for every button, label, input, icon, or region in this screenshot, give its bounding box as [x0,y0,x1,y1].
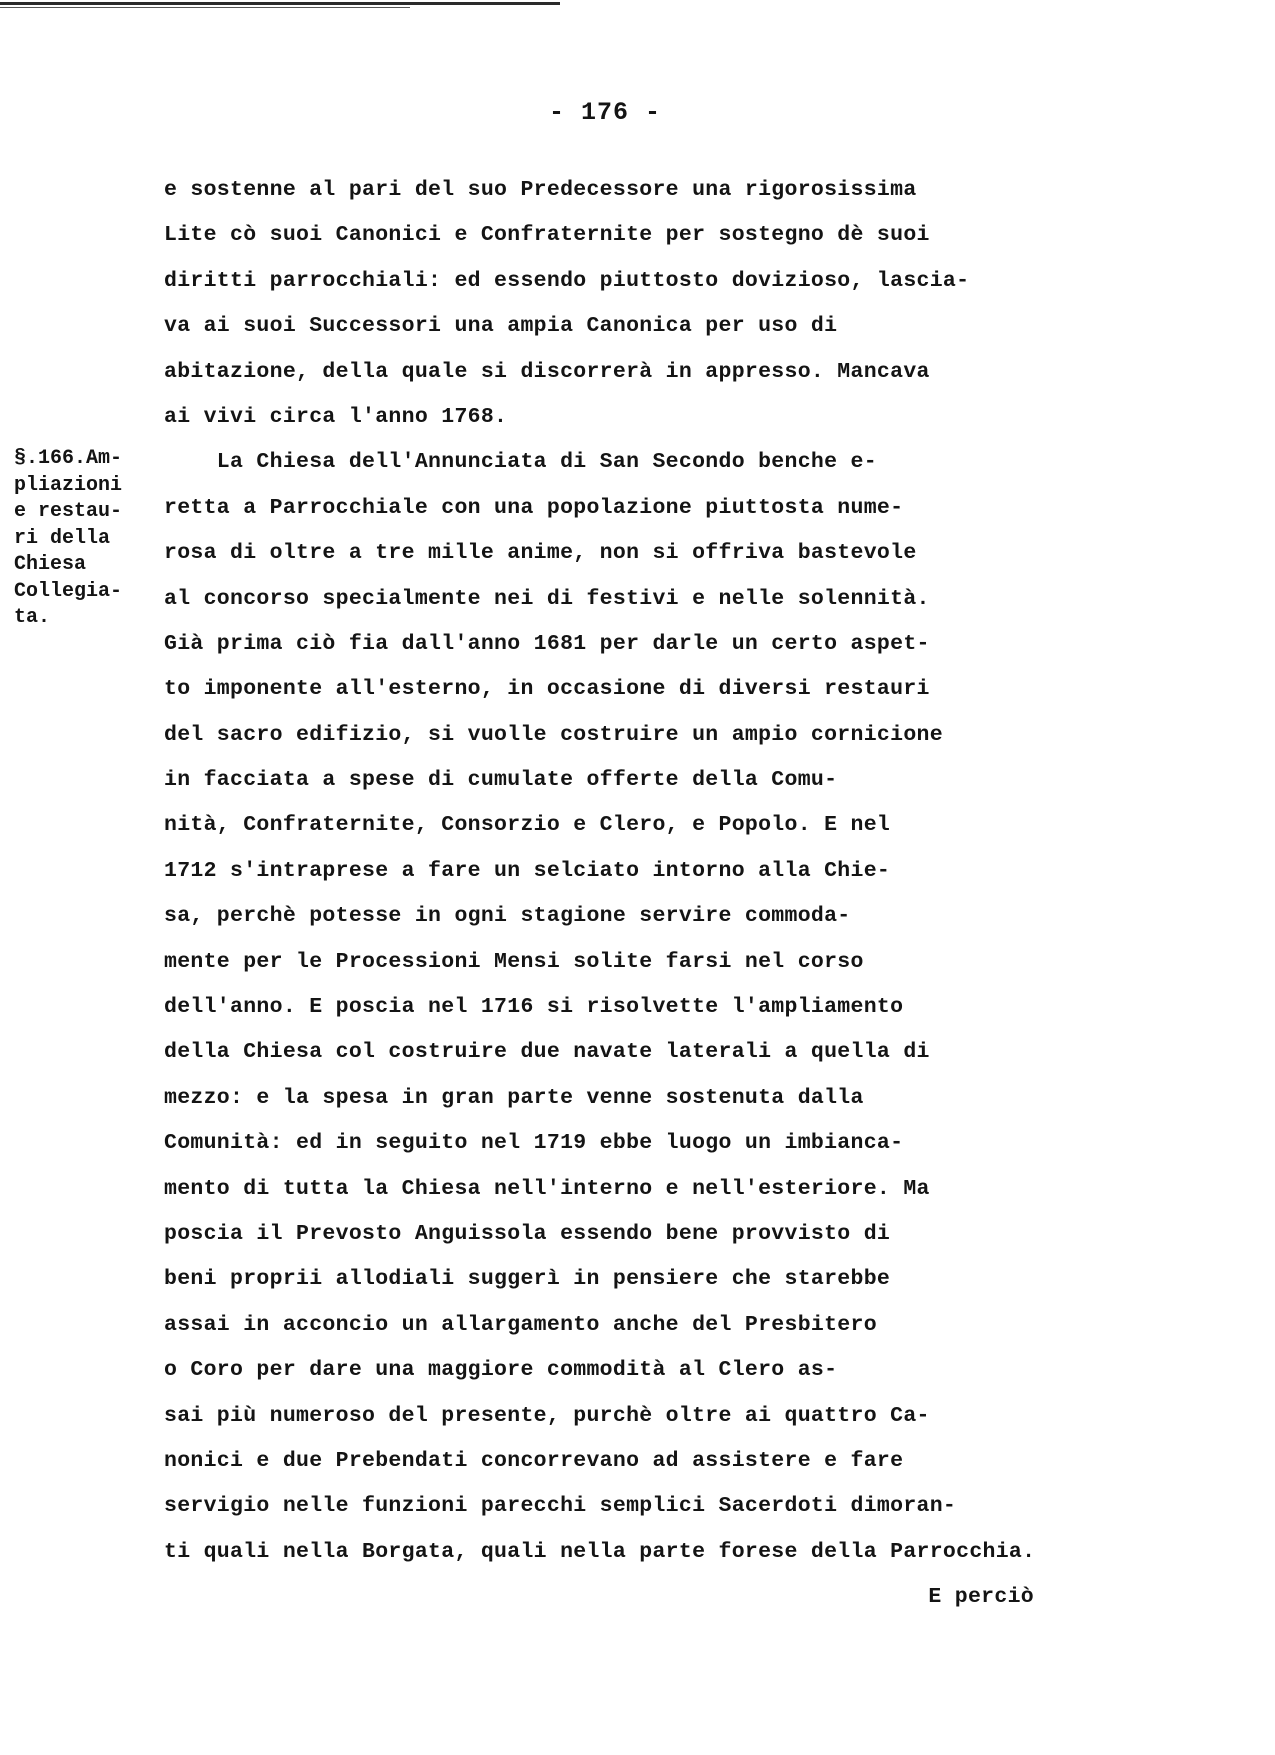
text-line: della Chiesa col costruire due navate laterali a quella di [164,1040,930,1065]
text-line: ai vivi circa l'anno 1768. [164,404,508,429]
margin-note-line: e restau- [14,500,123,523]
text-line: e sostenne al pari del suo Predecessore una rigorosissima [164,178,917,202]
body-text [164,168,1204,1621]
text-line: diritti parrocchiali: ed essendo piuttosto dovizioso, lascia- [164,268,970,293]
text-line: o Coro per dare una maggiore commodità al Clero as- [164,1358,838,1383]
text-line: poscia il Prevosto Anguissola essendo bene provvisto di [164,1221,891,1246]
text-line: assai in acconcio un allargamento anche del Presbitero [164,1312,877,1337]
text-line: mente per le Processioni Mensi solite farsi nel corso [164,949,864,974]
margin-note-line: Collegia- [14,579,123,603]
margin-note [14,446,154,632]
text-line: sa, perchè potesse in ogni stagione servire commoda- [164,904,851,929]
text-line: va ai suoi Successori una ampia Canonica per uso di [164,314,838,339]
text-line: in facciata a spese di cumulate offerte della Comu- [164,768,838,793]
text-line: servigio nelle funzioni parecchi semplici Sacerdoti dimoran- [164,1494,957,1519]
top-rule-secondary [0,7,410,8]
text-line: del sacro edifizio, si vuolle costruire un ampio cornicione [164,722,943,747]
text-line: to imponente all'esterno, in occasione di diversi restauri [164,677,930,702]
text-line: rosa di oltre a tre mille anime, non si offriva bastevole [164,541,917,566]
text-line: abitazione, della quale si discorrerà in appresso. Mancava [164,359,930,384]
text-line: sai più numeroso del presente, purchè oltre ai quattro Ca- [164,1403,930,1428]
margin-note-line: Chiesa [14,553,87,576]
catchword: E perciò [928,1585,1034,1610]
text-line: Comunità: ed in seguito nel 1719 ebbe luogo un imbianca- [164,1131,904,1156]
text-line: al concorso specialmente nei di festivi e nelle solennità. [164,586,930,611]
text-line: dell'anno. E poscia nel 1716 si risolvette l'ampliamento [164,995,904,1020]
text-line: mezzo: e la spesa in gran parte venne sostenuta dalla [164,1085,864,1110]
text-line: nonici e due Prebendati concorrevano ad assistere e fare [164,1448,904,1473]
margin-note-line: §.166.Am- [14,447,123,470]
text-line: La Chiesa dell'Annunciata di San Secondo benche e- [164,450,877,475]
text-line: beni proprii allodiali suggerì in pensiere che starebbe [164,1267,891,1292]
text-line: retta a Parrocchiale con una popolazione piuttosta nume- [164,495,904,520]
page-number: - 176 - [548,98,662,127]
text-line: Già prima ciò fia dall'anno 1681 per darle un certo aspet- [164,631,930,656]
margin-note-line: ta. [14,606,51,629]
text-line: nità, Confraternite, Consorzio e Clero, e Popolo. E nel [164,813,891,838]
margin-note-line: ri della [14,526,111,550]
top-rule [0,2,560,5]
text-line: mento di tutta la Chiesa nell'interno e nell'esteriore. Ma [164,1176,930,1201]
text-line: 1712 s'intraprese a fare un selciato intorno alla Chie- [164,858,891,883]
text-line: Lite cò suoi Canonici e Confraternite per sostegno dè suoi [164,223,930,248]
margin-note-line: pliazioni [14,473,123,497]
text-line: ti quali nella Borgata, quali nella parte forese della Parrocchia. [164,1539,1036,1564]
